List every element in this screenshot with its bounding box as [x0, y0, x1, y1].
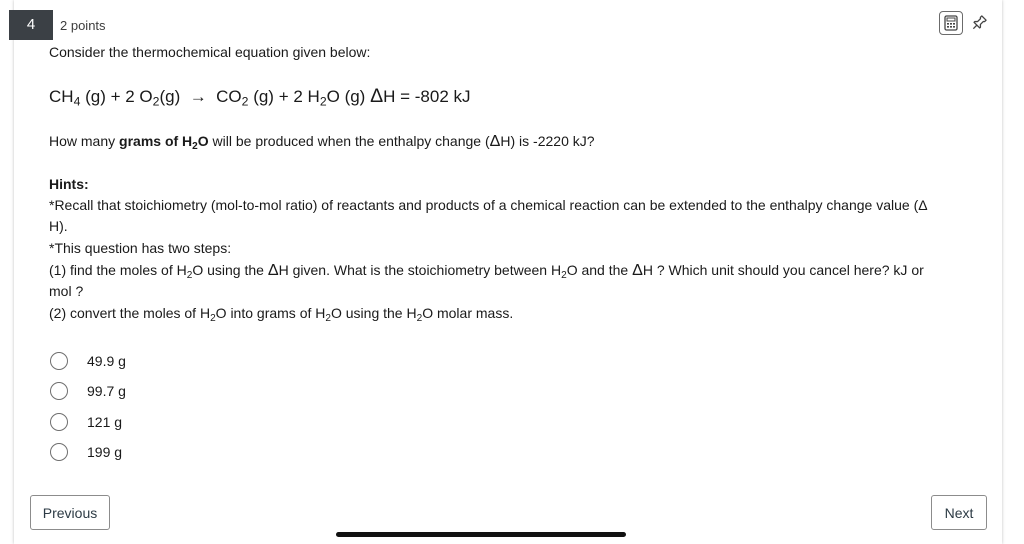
hint-step-1: (1) find the moles of $H_2O$ using the ΔH given. What is the stoichiometry between $H_2O$ and the ΔH ? Which unit should you cancel here? kJ or	[49, 261, 924, 282]
question-intro: Consider the thermochemical equation given below:	[49, 44, 371, 60]
answer-choice[interactable]	[50, 380, 126, 402]
hint-step-2: (2) convert the moles of $H_2O$ into grams of $H_2O$ using the $H_2O$ molar mass.	[49, 305, 514, 325]
answer-label: 99.7 g	[87, 383, 126, 399]
question-prompt: How many grams of $H_2O$ will be produced when the enthalpy change (ΔH) is -2220 kJ?	[49, 132, 595, 153]
calculator-button[interactable]	[939, 11, 963, 35]
hint-line-2: *This question has two steps:	[49, 240, 232, 256]
calculator-icon	[944, 15, 958, 31]
question-points: 2 points	[60, 18, 106, 33]
hint-step-1-cont: mol ?	[49, 283, 84, 299]
home-indicator	[336, 532, 626, 537]
next-button[interactable]: Next	[931, 495, 987, 530]
answer-choice[interactable]	[50, 350, 126, 372]
hint-line-1-cont: H).	[49, 218, 68, 234]
answer-label: 121 g	[87, 414, 123, 430]
answer-choice[interactable]	[50, 441, 122, 463]
radio-button[interactable]	[50, 382, 68, 400]
pin-icon	[970, 14, 988, 32]
radio-button[interactable]	[50, 352, 68, 370]
hint-line-1: *Recall that stoichiometry (mol-to-mol ratio) of reactants and products of a chemical reaction can be extended to the enthalpy change value (Δ	[49, 197, 928, 213]
answer-label: 49.9 g	[87, 353, 126, 369]
question-number: 4	[9, 10, 53, 40]
radio-button[interactable]	[50, 413, 68, 431]
answer-label: 199 g	[87, 444, 123, 460]
previous-button[interactable]: Previous	[30, 495, 110, 530]
thermochemical-equation: $CH_4$ (g) + 2 $O_2(g) \to CO_2$ (g) + 2 $H_2O$ (g) ΔH = -802 kJ	[49, 85, 471, 109]
answer-choice[interactable]	[50, 411, 122, 433]
pin-button[interactable]	[968, 12, 990, 34]
radio-button[interactable]	[50, 443, 68, 461]
hints-title: Hints:	[49, 176, 89, 192]
